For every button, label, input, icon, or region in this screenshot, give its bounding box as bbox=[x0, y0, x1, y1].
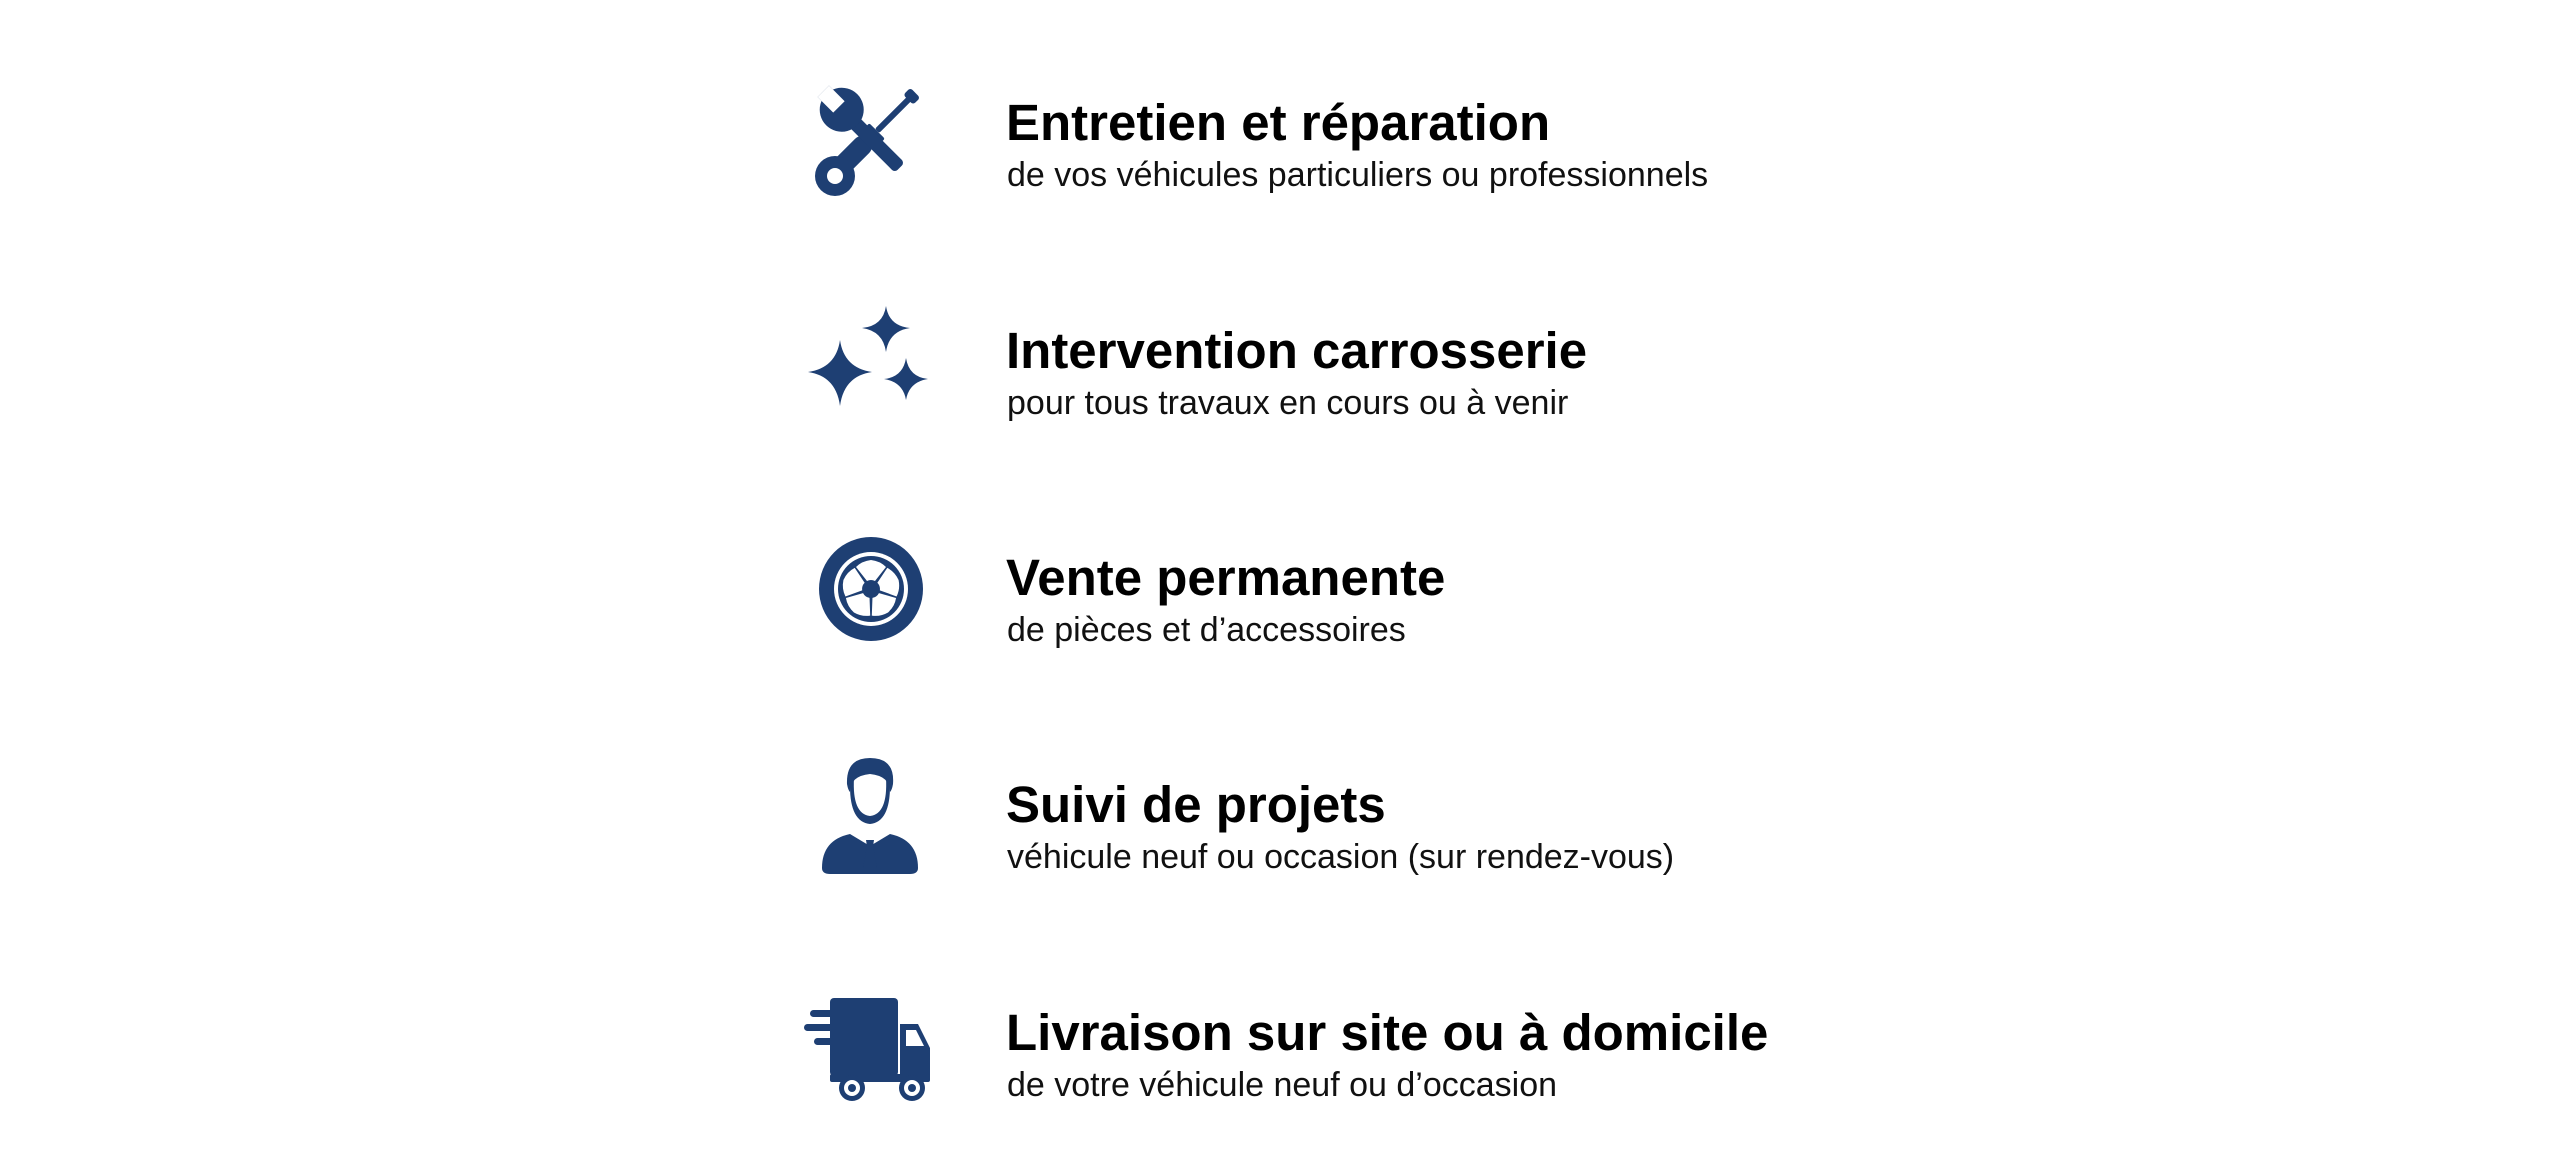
service-subtitle: de pièces et d’accessoires bbox=[1007, 611, 1406, 649]
delivery-truck-icon bbox=[800, 978, 940, 1118]
service-subtitle: de votre véhicule neuf ou d’occasion bbox=[1007, 1066, 1558, 1104]
service-title: Vente permanente bbox=[1006, 549, 1446, 606]
service-title: Intervention carrosserie bbox=[1006, 322, 1588, 379]
service-item-suivi bbox=[800, 750, 2000, 890]
service-item-vente bbox=[800, 523, 2000, 663]
wrench-screwdriver-icon bbox=[800, 68, 940, 208]
service-item-entretien bbox=[800, 68, 2000, 208]
service-title: Suivi de projets bbox=[1006, 776, 1386, 833]
service-item-carrosserie bbox=[800, 296, 2000, 436]
service-subtitle: de vos véhicules particuliers ou professionnels bbox=[1007, 156, 1709, 194]
sparkles-icon bbox=[800, 296, 940, 436]
service-title: Entretien et réparation bbox=[1006, 94, 1551, 151]
service-subtitle: pour tous travaux en cours ou à venir bbox=[1007, 384, 1569, 422]
service-title: Livraison sur site ou à domicile bbox=[1006, 1004, 1769, 1061]
wheel-icon bbox=[800, 523, 940, 663]
businessman-icon bbox=[800, 750, 940, 890]
service-item-livraison bbox=[800, 978, 2000, 1118]
services-list bbox=[800, 0, 2000, 1168]
service-subtitle: véhicule neuf ou occasion (sur rendez-vous) bbox=[1007, 838, 1675, 876]
